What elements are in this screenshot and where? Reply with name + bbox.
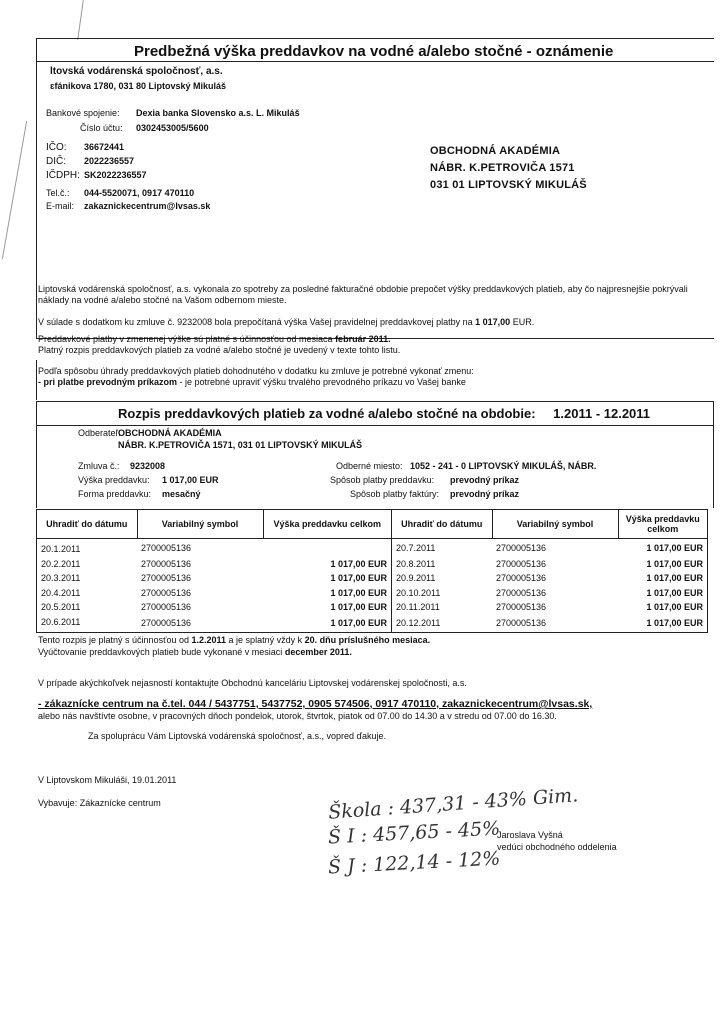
- cell-amount: 1 017,00 EUR: [646, 542, 703, 553]
- col-header-variable-symbol: Variabilný symbol: [492, 510, 618, 539]
- thanks-line: Za spoluprácu Vám Liptovská vodárenská spoločnosť, a.s., vopred ďakuje.: [88, 731, 387, 741]
- sposob-fakt-label: Spôsob platby faktúry:: [350, 489, 440, 499]
- body-paragraph-1: Liptovská vodárenská spoločnosť, a.s. vykonala zo spotreby za posledné fakturačné obdobie prepočet výšky preddavkových platieb, aby čo najpresnejšie pokrývali náklady na vodné a/alebo stočné na Vašom odbernom mieste.: [38, 284, 688, 305]
- payment-schedule-table: [36, 509, 708, 633]
- cell-variable-symbol: 2700005136: [141, 542, 192, 553]
- cell-amount: 1 017,00 EUR: [330, 618, 387, 629]
- tel-label: Tel.č.:: [46, 188, 70, 198]
- dic-value: 2022236557: [84, 156, 135, 166]
- contact-intro: V prípade akýchkoľvek nejasností kontaktujte Obchodnú kanceláriu Liptovskej vodárenskej spoločnosti, a.s.: [38, 678, 467, 688]
- tel-value: 044-5520071, 0917 470110: [84, 188, 195, 198]
- ico-value: 36672441: [84, 142, 125, 152]
- cell-due-date: 20.10.2011: [392, 586, 493, 601]
- cell-variable-symbol: 2700005136: [496, 573, 547, 584]
- f1-date: 1.2.2011: [191, 635, 227, 645]
- cell-variable-symbol: 2700005136: [141, 618, 192, 629]
- cell-variable-symbol: 2700005136: [141, 558, 192, 569]
- validity-note: [38, 635, 430, 646]
- account-label: Číslo účtu:: [80, 123, 123, 133]
- account-value: 0302453005/5600: [136, 123, 209, 133]
- cell-due-date: 20.11.2011: [392, 600, 493, 615]
- cell-due-date: 20.8.2011: [392, 557, 493, 572]
- cell-due-date: 20.1.2011: [41, 544, 81, 555]
- schedule-title: [118, 406, 650, 421]
- icdph-label: IČDPH:: [46, 170, 80, 181]
- cell-due-date: 20.5.2011: [41, 602, 81, 613]
- cell-variable-symbol: 2700005136: [496, 542, 547, 553]
- header-bottom-rule: [36, 61, 714, 62]
- body-paragraph-4b: [38, 377, 710, 388]
- schedule-title-text: Rozpis preddavkových platieb za vodné a/alebo stočné na obdobie:: [118, 406, 536, 421]
- recipient-line2: NÁBR. K.PETROVIČA 1571: [430, 162, 575, 174]
- cell-amount: 1 017,00 EUR: [330, 587, 387, 598]
- cell-due-date: 20.12.2011: [392, 615, 493, 633]
- col-header-amount: Výška preddavku celkom: [263, 510, 392, 539]
- col-header-due-date: Uhradiť do dátumu: [37, 510, 138, 539]
- p2-text: V súlade s dodatkom ku zmluve č. 9232008 bola prepočítaná výška Vašej pravidelnej preddavkovej platby na: [38, 317, 473, 327]
- odberne-label: Odberné miesto:: [336, 461, 403, 471]
- sposob-value: prevodný príkaz: [450, 475, 520, 485]
- frame-left-border: [36, 360, 37, 400]
- vyska-value: 1 017,00 EUR: [162, 475, 219, 485]
- signer-title: vedúci obchodného oddelenia: [497, 842, 617, 852]
- sender-street: ɛfánikova 1780, 031 80 Liptovský Mikuláš: [50, 81, 227, 91]
- email-value: zakaznickecentrum@lvsas.sk: [84, 201, 211, 211]
- cell-variable-symbol: 2700005136: [496, 587, 547, 598]
- col-header-due-date: Uhradiť do dátumu: [392, 510, 493, 539]
- page-title: Predbežná výška preddavkov na vodné a/alebo stočné - oznámenie: [134, 43, 614, 60]
- p3-month: február 2011.: [335, 334, 391, 344]
- zmluva-value: 9232008: [130, 461, 166, 471]
- schedule-title-rule: [36, 425, 714, 426]
- p3-text: Preddavkové platby v zmenenej výške sú platné s účinnosťou od mesiaca: [38, 334, 333, 344]
- forma-value: mesačný: [162, 489, 201, 499]
- email-label: E-mail:: [46, 201, 75, 211]
- recipient-address: [430, 143, 587, 194]
- frame-left-border: [36, 38, 37, 338]
- zmluva-label: Zmluva č.:: [78, 461, 120, 471]
- p4b-rest: - je potrebné upraviť výšku trvalého prevodného príkazu vo Vašej banke: [177, 377, 466, 387]
- body-paragraph-4a: Podľa spôsobu úhrady preddavkových platieb dohodnutého v dodatku ku zmluve je potrebné vykonať zmenu:: [38, 366, 474, 376]
- table-row: [37, 571, 708, 586]
- body-paragraph-3: [38, 334, 710, 345]
- sposob-fakt-value: prevodný príkaz: [450, 489, 520, 499]
- cell-amount: 1 017,00 EUR: [330, 573, 387, 584]
- frame-left-border: [36, 401, 37, 508]
- place-date: V Liptovskom Mikuláši, 19.01.2011: [38, 775, 177, 785]
- scan-edge-line: [77, 0, 84, 40]
- cell-amount: [263, 539, 392, 557]
- icdph-value: SK2022236557: [84, 170, 147, 180]
- opening-hours: alebo nás navštívte osobne, v pracovných dňoch pondelok, utorok, štvrtok, piatok od 07.00 do 14.30 a v stredu od 07.00 do 16.30.: [38, 711, 557, 721]
- cell-due-date: 20.3.2011: [41, 573, 81, 584]
- p2-amount: 1 017,00: [475, 317, 511, 327]
- header-top-rule: [36, 38, 714, 39]
- cell-variable-symbol: 2700005136: [141, 573, 192, 584]
- cell-amount: 1 017,00 EUR: [330, 558, 387, 569]
- frame-right-border: [713, 401, 714, 508]
- table-row: [37, 600, 708, 615]
- body-paragraph-3b: Platný rozpis preddavkových platieb za vodné a/alebo stočné je uvedený v texte tohto listu.: [38, 345, 401, 355]
- odberatel-line2: NÁBR. K.PETROVIČA 1571, 031 01 LIPTOVSKÝ MIKULÁŠ: [118, 440, 363, 450]
- cell-due-date: 20.7.2011: [392, 539, 493, 557]
- table-row: [37, 586, 708, 601]
- cell-amount: 1 017,00 EUR: [646, 587, 703, 598]
- schedule-top-rule: [36, 401, 714, 402]
- settlement-note: [38, 647, 352, 658]
- scan-edge-line: [2, 121, 27, 259]
- cell-due-date: 20.2.2011: [41, 558, 81, 569]
- col-header-variable-symbol: Variabilný symbol: [137, 510, 263, 539]
- table-row: [37, 539, 708, 557]
- cell-due-date: 20.6.2011: [41, 616, 81, 627]
- cell-variable-symbol: 2700005136: [141, 587, 192, 598]
- f2-month: december 2011.: [284, 647, 352, 657]
- sposob-label: Spôsob platby preddavku:: [330, 475, 435, 485]
- col-header-amount: Výška preddavku celkom: [618, 510, 708, 539]
- table-header-row: [37, 510, 708, 539]
- handwritten-note-line1: Škola : 437,31 - 43% Gim.: [327, 784, 579, 824]
- cell-amount: 1 017,00 EUR: [646, 618, 703, 629]
- handwritten-note-line3: Š J : 122,14 - 12%: [327, 847, 501, 879]
- cell-amount: 1 017,00 EUR: [646, 558, 703, 569]
- forma-label: Forma preddavku:: [78, 489, 152, 499]
- handwritten-note-line2: Š I : 457,65 - 45%: [327, 817, 501, 849]
- recipient-line1: OBCHODNÁ AKADÉMIA: [430, 145, 561, 157]
- cell-variable-symbol: 2700005136: [496, 618, 547, 629]
- cell-amount: 1 017,00 EUR: [646, 573, 703, 584]
- cell-amount: 1 017,00 EUR: [330, 602, 387, 613]
- f1-text: Tento rozpis je platný s účinnosťou od: [38, 635, 189, 645]
- ico-label: IČO:: [46, 142, 67, 153]
- table-row: [37, 615, 708, 633]
- odberatel-label: Odberateľ:: [78, 428, 121, 438]
- cell-variable-symbol: 2700005136: [141, 602, 192, 613]
- odberatel-line1: OBCHODNÁ AKADÉMIA: [118, 428, 222, 438]
- contact-line[interactable]: - zákaznícke centrum na č.tel. 044 / 5437751, 5437752, 0905 574506, 0917 470110, zakaznickecentrum@lvsas.sk,: [38, 698, 593, 710]
- f1-day: 20. dňu príslušného mesiaca.: [304, 635, 431, 645]
- sender-company: ltovská vodárenská spoločnosť, a.s.: [50, 66, 223, 77]
- cell-due-date: 20.4.2011: [41, 587, 81, 598]
- odberne-value: 1052 - 241 - 0 LIPTOVSKÝ MIKULÁŠ, NÁBR.: [410, 461, 597, 471]
- p4b-bold: - pri platbe prevodným príkazom: [38, 377, 178, 387]
- table-row: [37, 557, 708, 572]
- cell-due-date: 20.9.2011: [392, 571, 493, 586]
- f2-text: Vyúčtovanie preddavkových platieb bude vykonané v mesiaci: [38, 647, 283, 657]
- cell-variable-symbol: 2700005136: [496, 558, 547, 569]
- cell-amount: 1 017,00 EUR: [646, 602, 703, 613]
- schedule-period: 1.2011 - 12.2011: [553, 406, 651, 421]
- bank-value: Dexia banka Slovensko a.s. L. Mikuláš: [136, 108, 300, 118]
- vybavuje: Vybavuje: Zákaznícke centrum: [38, 798, 161, 808]
- recipient-line3: 031 01 LIPTOVSKÝ MIKULÁŠ: [430, 179, 587, 191]
- signer-name: Jaroslava Vyšná: [497, 830, 563, 840]
- dic-label: DIČ:: [46, 156, 66, 167]
- bank-label: Bankové spojenie:: [46, 108, 120, 118]
- body-paragraph-2: [38, 317, 710, 328]
- vyska-label: Výška preddavku:: [78, 475, 150, 485]
- cell-variable-symbol: 2700005136: [496, 602, 547, 613]
- p2-currency: EUR.: [512, 317, 535, 327]
- f1-mid: a je splatný vždy k: [228, 635, 303, 645]
